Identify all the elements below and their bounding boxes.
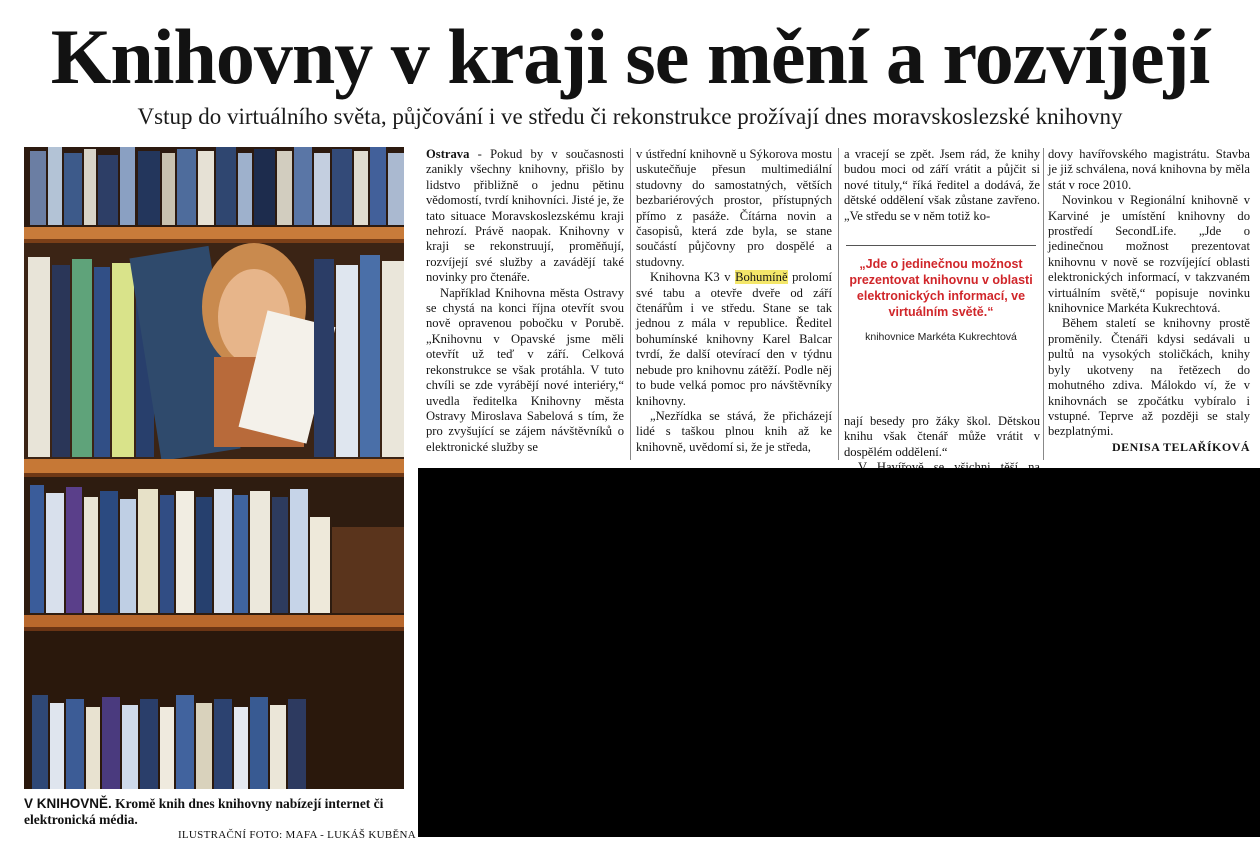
masked-area <box>418 468 1260 837</box>
column-divider <box>838 148 839 460</box>
paragraph: nají besedy pro žáky škol. Dětskou knihu však čtenář může vrátit v dospělém oddělení.“ <box>844 414 1040 459</box>
caption-text: Kromě knih dnes knihovny nabízejí internet či elektronická média. <box>24 796 384 827</box>
caption-label: V KNIHOVNĚ. <box>24 796 112 811</box>
pull-quote-rule <box>846 245 1036 246</box>
paragraph: Knihovna K3 v Bohumíně prolomí své tabu a otevře dveře od září čtenářům i ve středu. Stane se tak jednou z mála v republice. Ředitel bohumínské knihovny Karel Balcar tvrdí, že další otevírací den v týdnu nebude pro knihovnu zátěží. Podle něj to bude velká pomoc pro návštěvníky knihovny. <box>636 270 832 408</box>
pull-quote: „Jde o jedinečnou možnost prezentovat knihovnu v oblasti elektronických informací, ve virtuálním světě.“ <box>849 257 1033 319</box>
paragraph: Během staletí se knihovny prostě proměnily. Čtenáři kdysi sedávali u pultů na vysokých stoličkách, knihy byly ukotveny na řetězech do mohutného zdiva. Málokdo ví, že v knihovnách se zpočátku vybíralo i vstupné. Teprve až později se staly bezplatnými. DENISA TELAŘÍKOVÁ <box>1048 316 1250 454</box>
top-shelf-books <box>24 147 404 229</box>
paragraph: Například Knihovna města Ostravy se chystá na konci října otevřít svou nově opravenou pobočku v Porubě. „Knihovnu v Opavské jsme měli otevřít už teď v září. Celková rekonstrukce se však protáhla. V tuto chvíli se zde vyrábějí nové interiéry,“ uvedla ředitelka Knihovny města Ostravy Miroslava Sabelová s tím, že pro zvyšující se zájem návštěvníků o elektronické služby se <box>426 285 624 454</box>
paragraph: Novinkou v Regionální knihovně v Karviné je umístění knihovny do prostředí SecondLife. „Jde o jedinečnou možnost prezentovat knihovnu v nově se rozvíjející oblasti elektronických informací, v takzvaném virtuálním světě,“ popisuje novinku knihovnice Markéta Kukrechtová. <box>1048 193 1250 316</box>
article-column-4 <box>1048 147 1250 463</box>
article-column-2 <box>636 147 832 463</box>
library-photo <box>24 147 404 789</box>
photo-caption <box>24 796 416 841</box>
paragraph: dovy havířovského magistrátu. Stavba je již schválena, nová knihovna by měla stát v roce 2010. <box>1048 147 1250 192</box>
column-divider <box>630 148 631 460</box>
headline: Knihovny v kraji se mění a rozvíjejí <box>50 13 1210 100</box>
article-column-3-top <box>844 147 1040 227</box>
column-divider <box>1043 148 1044 460</box>
paragraph: Ostrava - Pokud by v současnosti zanikly všechny knihovny, přišlo by lidstvo přibližně o jednu pětinu vědomostí, tvrdí knihovníci. Jisté je, že tato situace Moravskoslezskému kraji nehrozí. Právě naopak. Knihovny v kraji se rekonstruují, proměňují, rozvíjejí své služby a zavádějí také novinky pro čtenáře. <box>426 147 624 285</box>
paragraph: „Nezřídka se stává, že přicházejí lidé s taškou plnou knih až ke knihovně, uvědomí si, že je středa, <box>636 408 832 454</box>
article-column-3-bottom <box>844 414 1040 466</box>
byline: DENISA TELAŘÍKOVÁ <box>1112 439 1250 454</box>
photo-credit: ILUSTRAČNÍ FOTO: MAFA - LUKÁŠ KUBĚNA <box>177 829 416 841</box>
dateline: Ostrava <box>426 147 470 161</box>
paragraph: a vracejí se zpět. Jsem rád, že knihy budou moci od září vrátit a půjčit si nové tituly,“ říká ředitel a dodává, že dětské oddělení však zůstane zavřeno. „Ve středu se v něm totiž ko- <box>844 147 1040 223</box>
article-column-1 <box>426 147 624 463</box>
highlighted-word: Bohumíně <box>735 270 788 285</box>
subheadline: Vstup do virtuálního světa, půjčování i ve středu či rekonstrukce prožívají dnes moravskoslezské knihovny <box>137 104 1123 129</box>
pull-quote-attribution: knihovnice Markéta Kukrechtová <box>865 331 1017 343</box>
paragraph: v ústřední knihovně u Sýkorova mostu uskutečňuje přesun multimediální studovny do samostatných, větších bezbariérových prostor, přístupných přímo z pasáže. Čítárna novin a časopisů, která zde byla, se stane součástí půjčovny pro dospělé a studovny. <box>636 147 832 269</box>
